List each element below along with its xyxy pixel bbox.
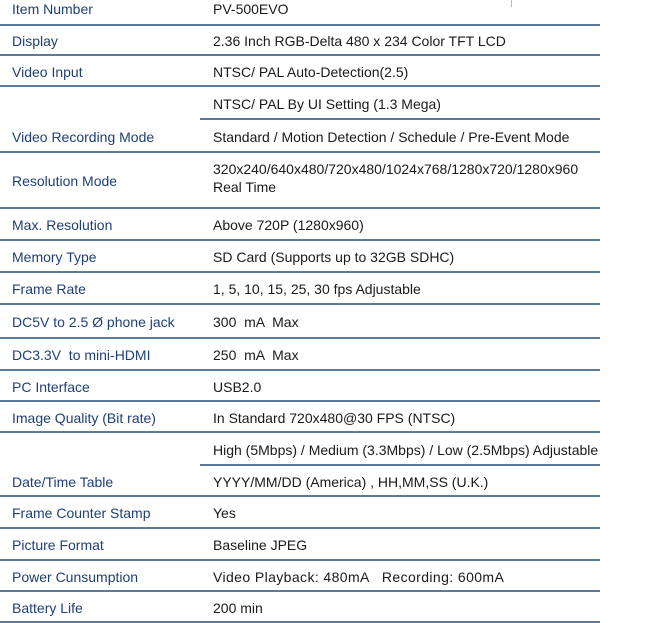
spec-value: PV-500EVO xyxy=(213,1,289,17)
spec-value: Yes xyxy=(213,505,236,521)
spec-row-power-consumption xyxy=(0,561,600,592)
spec-row-display xyxy=(0,26,600,56)
spec-label: Item Number xyxy=(12,1,93,17)
spec-label: Video Recording Mode xyxy=(12,128,155,145)
spec-row-dc33v xyxy=(0,339,600,371)
spec-value: Standard / Motion Detection / Schedule / Pre-Event Mode xyxy=(213,128,570,145)
spec-value: 300 mA Max xyxy=(213,314,299,330)
spec-row-resolution-mode xyxy=(0,153,600,209)
spec-row-video-input-2 xyxy=(0,87,600,120)
spec-label: Resolution Mode xyxy=(12,173,118,189)
spec-label: Frame Rate xyxy=(12,281,86,297)
spec-value xyxy=(200,161,578,195)
spec-row-max-resolution xyxy=(0,209,600,241)
spec-label: Image Quality (Bit rate) xyxy=(12,409,156,426)
spec-row-frame-rate xyxy=(0,273,600,305)
spec-label: Display xyxy=(12,33,58,49)
spec-value: In Standard 720x480@30 FPS (NTSC) xyxy=(213,409,456,426)
spec-value: 1, 5, 10, 15, 25, 30 fps Adjustable xyxy=(213,281,421,297)
spec-label: DC5V to 2.5 Ø phone jack xyxy=(12,314,175,330)
spec-row-image-quality-2 xyxy=(0,433,600,466)
spec-label: Frame Counter Stamp xyxy=(12,505,151,521)
spec-row-frame-counter-stamp xyxy=(0,497,600,529)
spec-label: Date/Time Table xyxy=(12,473,114,490)
spec-row-video-input xyxy=(0,56,600,87)
spec-value-line: 320x240/640x480/720x480/1024x768/1280x720/1280x960 xyxy=(213,161,579,177)
spec-value: Above 720P (1280x960) xyxy=(213,217,364,233)
spec-row-picture-format xyxy=(0,529,600,561)
spec-label: DC3.3V to mini-HDMI xyxy=(12,347,151,363)
spec-label: Video Input xyxy=(12,63,83,80)
spec-label: Picture Format xyxy=(12,537,104,553)
spec-row-video-recording-mode xyxy=(0,120,600,153)
spec-label: Battery Life xyxy=(12,599,83,616)
spec-row-battery-life xyxy=(0,592,600,623)
spec-value: NTSC/ PAL Auto-Detection(2.5) xyxy=(213,63,409,80)
spec-label: Memory Type xyxy=(12,249,97,265)
spec-row-image-quality xyxy=(0,402,600,433)
spec-row-item-number xyxy=(0,0,600,26)
spec-value-line: Real Time xyxy=(213,179,277,195)
spec-label: Max. Resolution xyxy=(12,217,113,233)
spec-value: 250 mA Max xyxy=(213,347,299,363)
spec-value: Video Playback: 480mA Recording: 600mA xyxy=(213,568,505,585)
spec-value: NTSC/ PAL By UI Setting (1.3 Mega) xyxy=(213,95,441,112)
spec-row-pc-interface xyxy=(0,371,600,402)
spec-value: YYYY/MM/DD (America) , HH,MM,SS (U.K.) xyxy=(213,473,489,490)
spec-row-date-time-table xyxy=(0,466,600,497)
spec-value: USB2.0 xyxy=(213,378,262,395)
spec-label: Power Cunsumption xyxy=(12,568,139,585)
spec-label: PC Interface xyxy=(12,378,90,395)
spec-value: High (5Mbps) / Medium (3.3Mbps) / Low (2.5Mbps) Adjustable xyxy=(213,441,599,458)
spec-row-dc5v xyxy=(0,305,600,339)
spec-value: 200 min xyxy=(213,599,263,616)
spec-row-memory-type xyxy=(0,241,600,273)
spec-value: 2.36 Inch RGB-Delta 480 x 234 Color TFT LCD xyxy=(213,33,506,49)
spec-value: SD Card (Supports up to 32GB SDHC) xyxy=(213,249,455,265)
spec-value: Baseline JPEG xyxy=(213,537,308,553)
